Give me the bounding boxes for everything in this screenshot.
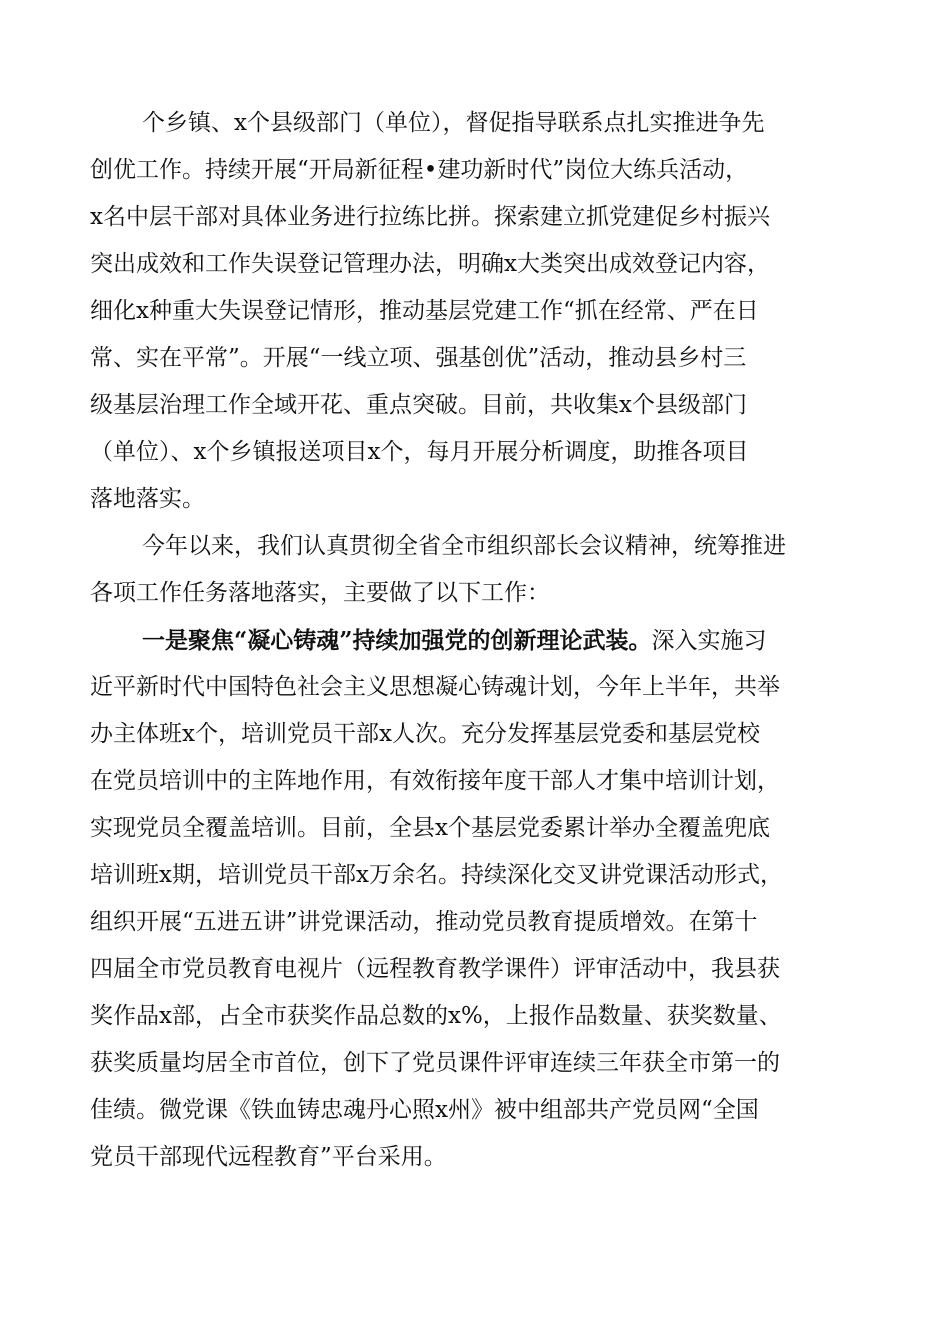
paragraph-line: x名中层干部对具体业务进行拉练比拼。探索建立抓党建促乡村振兴 [90, 204, 770, 230]
paragraph-line: 在党员培训中的主阵地作用，有效衔接年度干部人才集中培训计划， [90, 768, 780, 794]
paragraph-line: 创优工作。持续开展“开局新征程•建功新时代”岗位大练兵活动， [90, 157, 749, 183]
paragraph-line: 获奖质量均居全市首位，创下了党员课件评审连续三年获全市第一的 [90, 1050, 780, 1076]
paragraph-line: 今年以来，我们认真贯彻全省全市组织部长会议精神，统筹推进 [142, 533, 786, 559]
paragraph-line: （单位）、x个乡镇报送项目x个，每月开展分析调度，助推各项目 [90, 439, 749, 465]
paragraph-line: 党员干部现代远程教育”平台采用。 [90, 1144, 447, 1170]
paragraph-line: 实现党员全覆盖培训。目前，全县x个基层党委累计举办全覆盖兜底 [90, 815, 770, 841]
paragraph-line [90, 617, 858, 664]
paragraph-line: 突出成效和工作失误登记管理办法，明确x大类突出成效登记内容， [90, 251, 770, 277]
paragraph-line: 级基层治理工作全域开花、重点突破。目前，共收集x个县级部门 [90, 392, 747, 418]
paragraph-line: 细化x种重大失误登记情形，推动基层党建工作“抓在经常、严在日 [90, 298, 759, 324]
section-heading: 一是聚焦“凝心铸魂”持续加强党的创新理论武装。 [142, 627, 652, 654]
document-body [90, 100, 858, 1181]
paragraph-line: 常、实在平常”。开展“一线立项、强基创优”活动，推动县乡村三 [90, 345, 747, 371]
paragraph-line: 组织开展“五进五讲”讲党课活动，推动党员教育提质增效。在第十 [90, 909, 758, 935]
paragraph-line: 奖作品x部，占全市获奖作品总数的x%，上报作品数量、获奖数量、 [90, 1003, 782, 1029]
paragraph-line: 佳绩。微党课《铁血铸忠魂丹心照x州》被中组部共产党员网“全国 [90, 1097, 759, 1123]
paragraph-line: 办主体班x个，培训党员干部x人次。充分发挥基层党委和基层党校 [90, 721, 760, 747]
paragraph-line: 近平新时代中国特色社会主义思想凝心铸魂计划，今年上半年，共举 [90, 674, 780, 700]
paragraph-text: 深入实施习 [651, 628, 767, 654]
paragraph-line: 各项工作任务落地落实，主要做了以下工作： [90, 580, 550, 606]
paragraph-line: 落地落实。 [90, 486, 205, 512]
paragraph-line: 个乡镇、x个县级部门（单位），督促指导联系点扎实推进争先 [142, 110, 765, 136]
paragraph-line: 培训班x期，培训党员干部x万余名。持续深化交叉讲党课活动形式， [90, 862, 783, 888]
paragraph-line: 四届全市党员教育电视片（远程教育教学课件）评审活动中，我县获 [90, 956, 780, 982]
